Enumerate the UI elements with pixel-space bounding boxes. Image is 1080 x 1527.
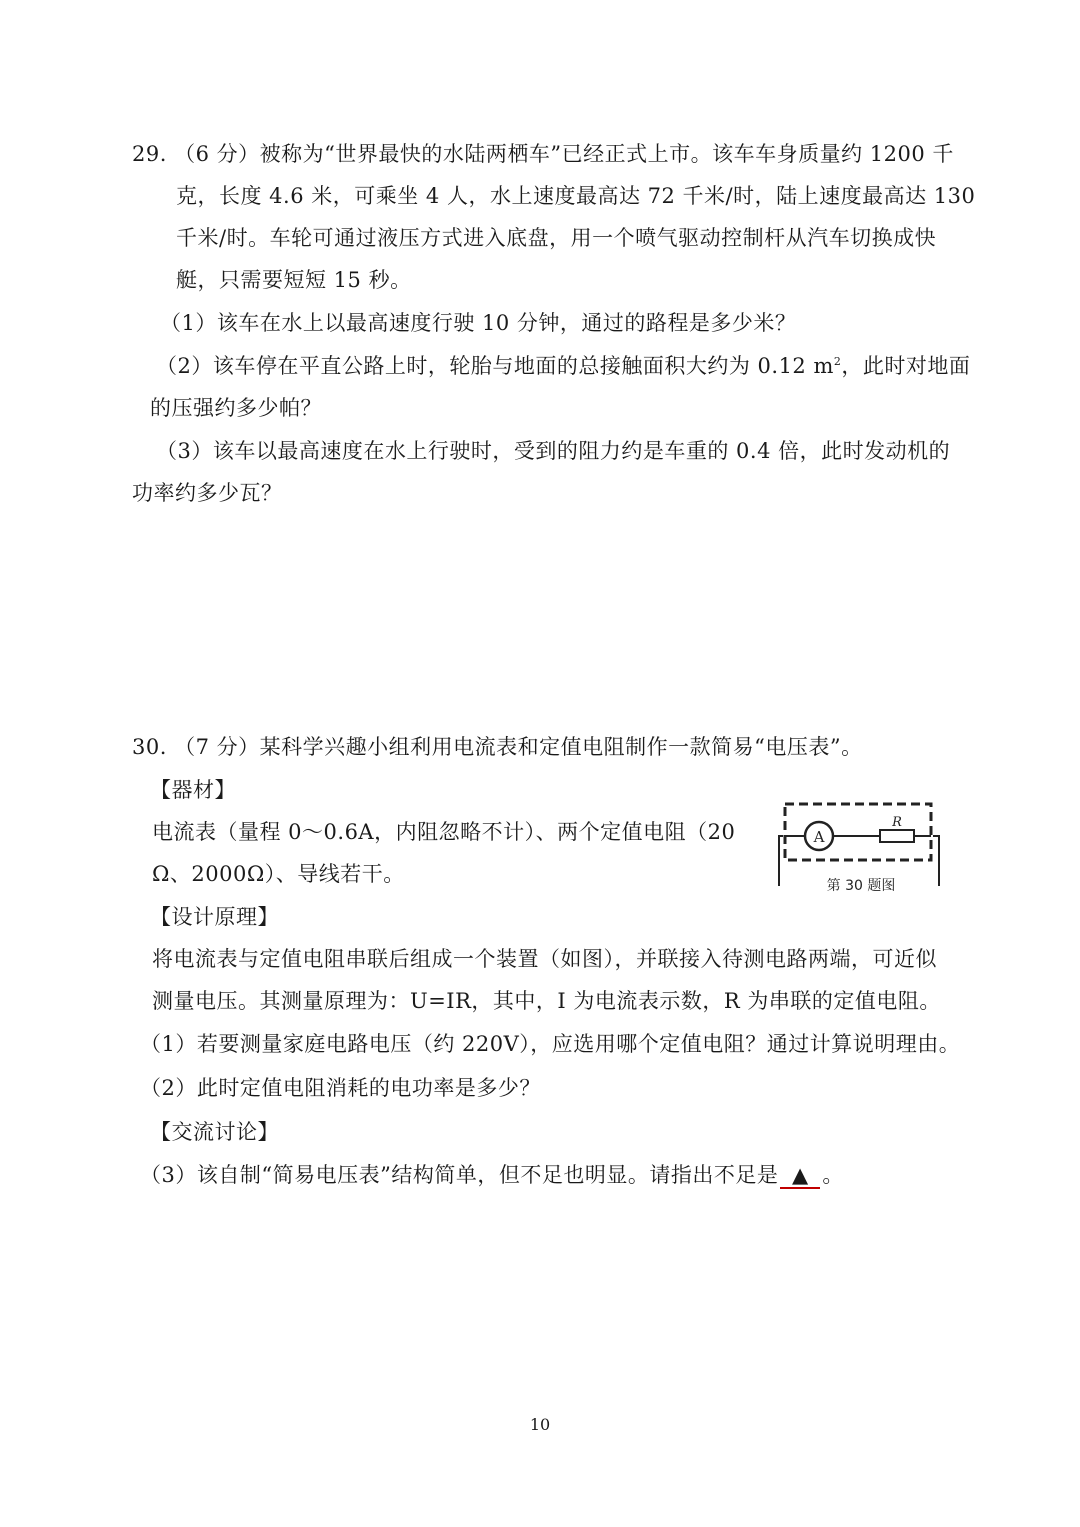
q30-sub-3: （3）该自制“简易电压表”结构简单，但不足也明显。请指出不足是 ▲ 。 <box>140 1163 844 1187</box>
resistor-symbol <box>880 830 914 842</box>
circuit-figure <box>773 796 943 896</box>
q30-sub-1: （1）若要测量家庭电路电压（约 220V），应选用哪个定值电阻？通过计算说明理由。 <box>140 1032 961 1056</box>
answer-blank[interactable]: ▲ <box>780 1163 820 1189</box>
q30-heading-equipment: 【器材】 <box>150 778 236 802</box>
q30-principle-1: 将电流表与定值电阻串联后组成一个装置（如图），并联接入待测电路两端，可近似 <box>152 947 937 971</box>
q30-heading-principle: 【设计原理】 <box>150 905 279 929</box>
q29-sub-3: （3）该车以最高速度在水上行驶时，受到的阻力约是车重的 0.4 倍，此时发动机的 <box>156 439 951 463</box>
right-wire <box>933 836 939 886</box>
q29-sub-3-cont: 功率约多少瓦？ <box>132 481 283 505</box>
q29-line-1: 29. （6 分）被称为“世界最快的水陆两栖车”已经正式上市。该车车身质量约 1200 千 <box>132 142 954 166</box>
ammeter-label: A <box>813 828 825 846</box>
q30-line-1: 30. （7 分）某科学兴趣小组利用电流表和定值电阻制作一款简易“电压表”。 <box>132 735 863 759</box>
superscript: 2 <box>833 355 842 368</box>
q29-line-3: 千米/时。车轮可通过液压方式进入底盘，用一个喷气驱动控制杆从汽车切换成快 <box>176 226 937 250</box>
q30-equipment-2: Ω、2000Ω）、导线若干。 <box>152 862 405 886</box>
figure-caption: 第 30 题图 <box>826 878 896 894</box>
q29-line-2: 克，长度 4.6 米，可乘坐 4 人，水上速度最高达 72 千米/时，陆上速度最高达 130 <box>176 184 976 208</box>
q29-sub-2: （2）该车停在平直公路上时，轮胎与地面的总接触面积大约为 0.12 $m^2$，此时对地面 <box>156 354 971 378</box>
q29-line-4: 艇，只需要短短 15 秒。 <box>176 268 412 292</box>
q30-principle-2: 测量电压。其测量原理为：U=IR，其中，I 为电流表示数，R 为串联的定值电阻。 <box>152 989 941 1013</box>
page-number: 10 <box>529 1415 551 1434</box>
q29-sub-2-cont: 的压强约多少帕？ <box>150 396 322 420</box>
resistor-label: R <box>892 815 902 830</box>
q30-heading-discussion: 【交流讨论】 <box>150 1120 279 1144</box>
q30-equipment-1: 电流表（量程 0～0.6A，内阻忽略不计）、两个定值电阻（20 <box>152 820 736 844</box>
q30-sub-2: （2）此时定值电阻消耗的电功率是多少？ <box>140 1076 541 1100</box>
left-wire <box>779 836 783 886</box>
q29-sub-1: （1）该车在水上以最高速度行驶 10 分钟，通过的路程是多少米？ <box>160 311 797 335</box>
